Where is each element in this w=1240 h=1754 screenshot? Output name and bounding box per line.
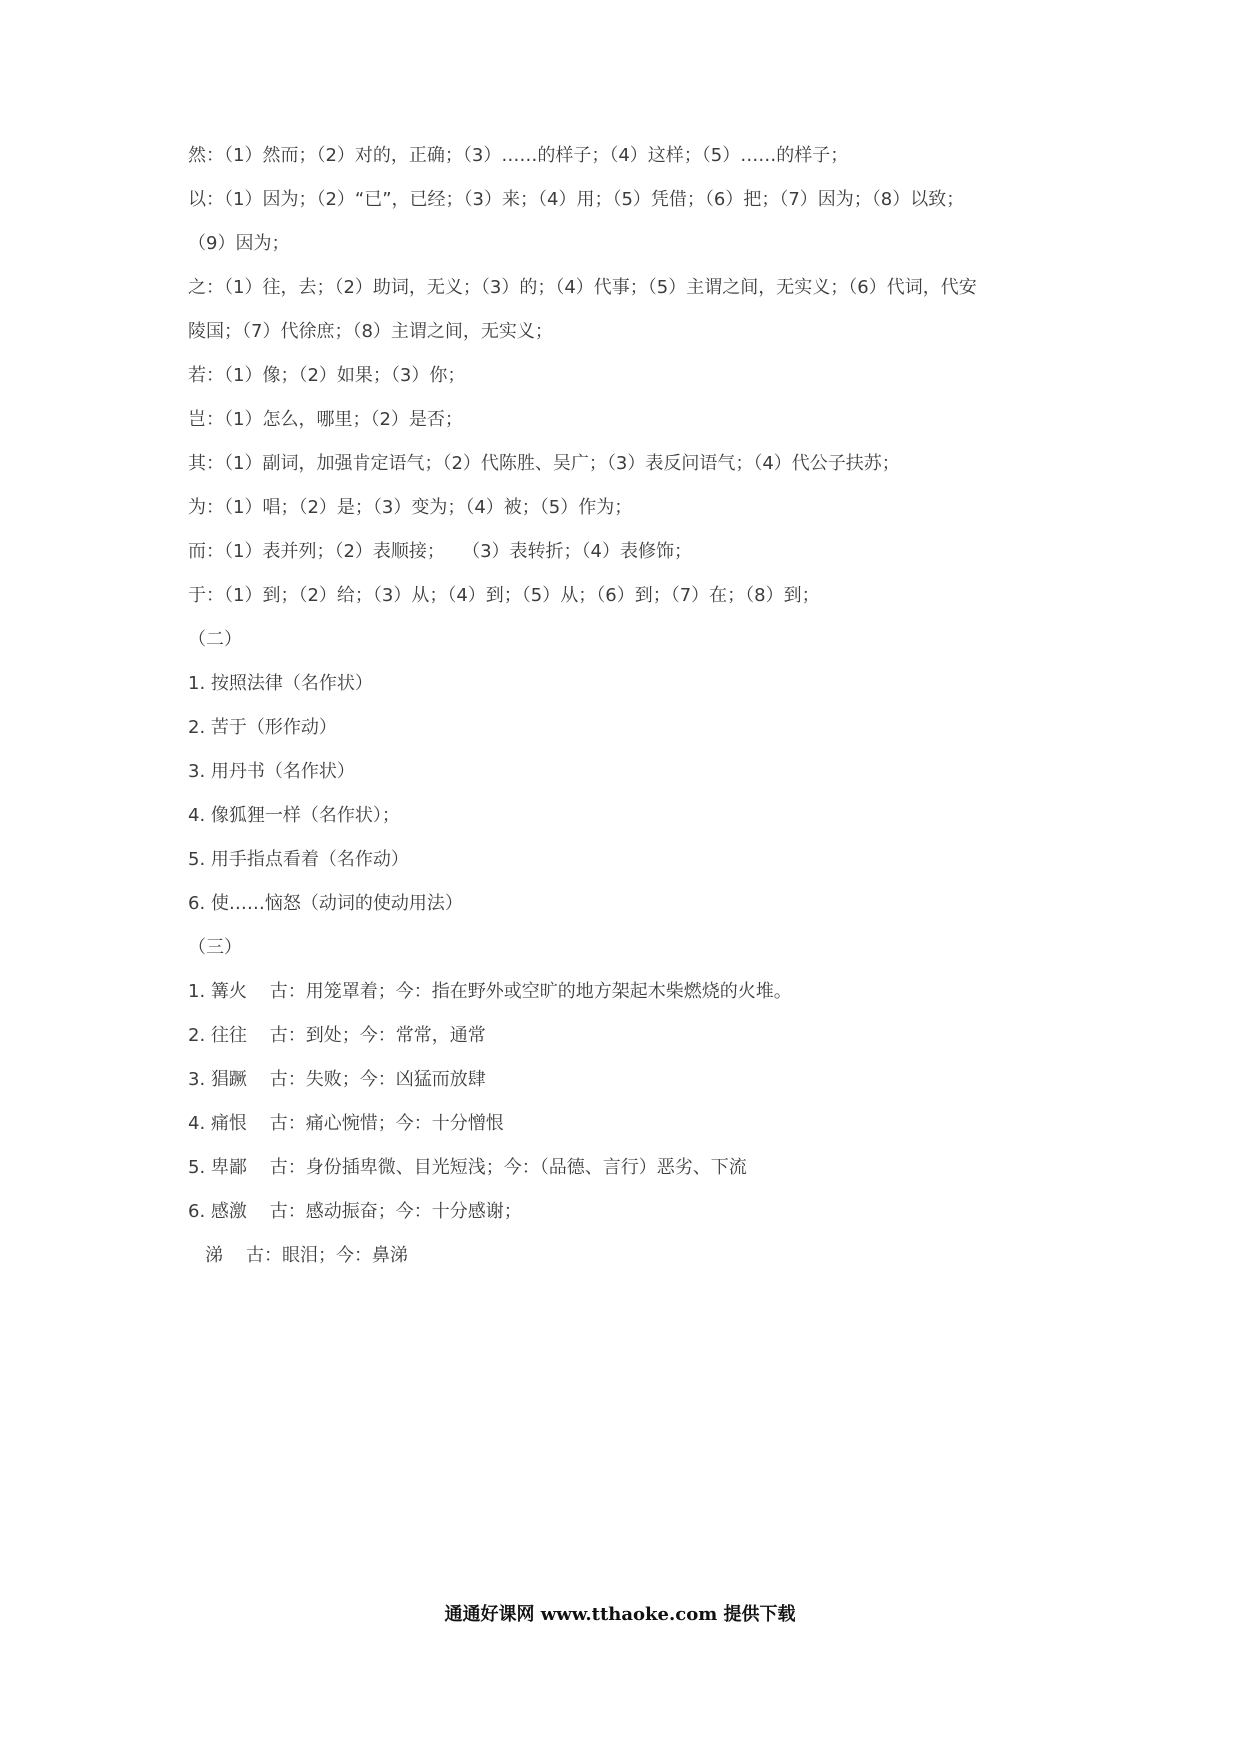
- list-item: 4. 像狐狸一样（名作状）；: [188, 805, 400, 826]
- list-item: 1. 按照法律（名作状）: [188, 673, 373, 694]
- text-line-qi-question: 岂：（1）怎么，哪里；（2）是否；: [188, 409, 463, 430]
- list-item: 2. 苦于（形作动）: [188, 717, 337, 738]
- text-line-yu: 于：（1）到；（2）给；（3）从；（4）到；（5）从；（6）到；（7）在；（8）到；: [188, 585, 820, 606]
- text-line-ruo: 若：（1）像；（2）如果；（3）你；: [188, 365, 466, 386]
- list-item: 5. 用手指点看着（名作动）: [188, 849, 409, 870]
- list-item: 6. 感激 古：感动振奋；今：十分感谢；: [188, 1201, 522, 1222]
- list-item: 4. 痛恨 古：痛心惋惜；今：十分憎恨: [188, 1113, 504, 1134]
- section-heading-three: （三）: [188, 937, 242, 958]
- list-item: 3. 猖蹶 古：失败；今：凶猛而放肆: [188, 1069, 486, 1090]
- list-item: 1. 篝火 古：用笼罩着；今：指在野外或空旷的地方架起木柴燃烧的火堆。: [188, 981, 792, 1002]
- footer-credit: 通通好课网 www.tthaoke.com 提供下载: [444, 1604, 796, 1625]
- list-item: 3. 用丹书（名作状）: [188, 761, 355, 782]
- text-line-yi-continued: （9）因为；: [188, 233, 290, 254]
- list-item: 涕 古：眼泪；今：鼻涕: [188, 1245, 409, 1266]
- section-heading-two: （二）: [188, 629, 242, 650]
- text-line-er: 而：（1）表并列；（2）表顺接； （3）表转折；（4）表修饰；: [188, 541, 692, 562]
- list-item: 5. 卑鄙 古：身份插卑微、目光短浅；今：（品德、言行）恶劣、下流: [188, 1157, 747, 1178]
- list-item: 6. 使……恼怒（动词的使动用法）: [188, 893, 463, 914]
- text-line-zhi: 之：（1）往，去；（2）助词，无义；（3）的；（4）代事；（5）主谓之间，无实义；（6）代词，代安: [188, 277, 977, 298]
- list-item: 2. 往往 古：到处；今：常常，通常: [188, 1025, 486, 1046]
- text-line-ran: 然：（1）然而；（2）对的，正确；（3）……的样子；（4）这样；（5）……的样子；: [188, 145, 849, 166]
- text-line-qi: 其：（1）副词，加强肯定语气；（2）代陈胜、吴广；（3）表反问语气；（4）代公子扶苏；: [188, 453, 900, 474]
- text-line-yi: 以：（1）因为；（2）“已”，已经；（3）来；（4）用；（5）凭借；（6）把；（7）因为；（8）以致；: [188, 189, 965, 210]
- text-line-zhi-continued: 陵国；（7）代徐庶；（8）主谓之间，无实义；: [188, 321, 553, 342]
- text-line-wei: 为：（1）唱；（2）是；（3）变为；（4）被；（5）作为；: [188, 497, 633, 518]
